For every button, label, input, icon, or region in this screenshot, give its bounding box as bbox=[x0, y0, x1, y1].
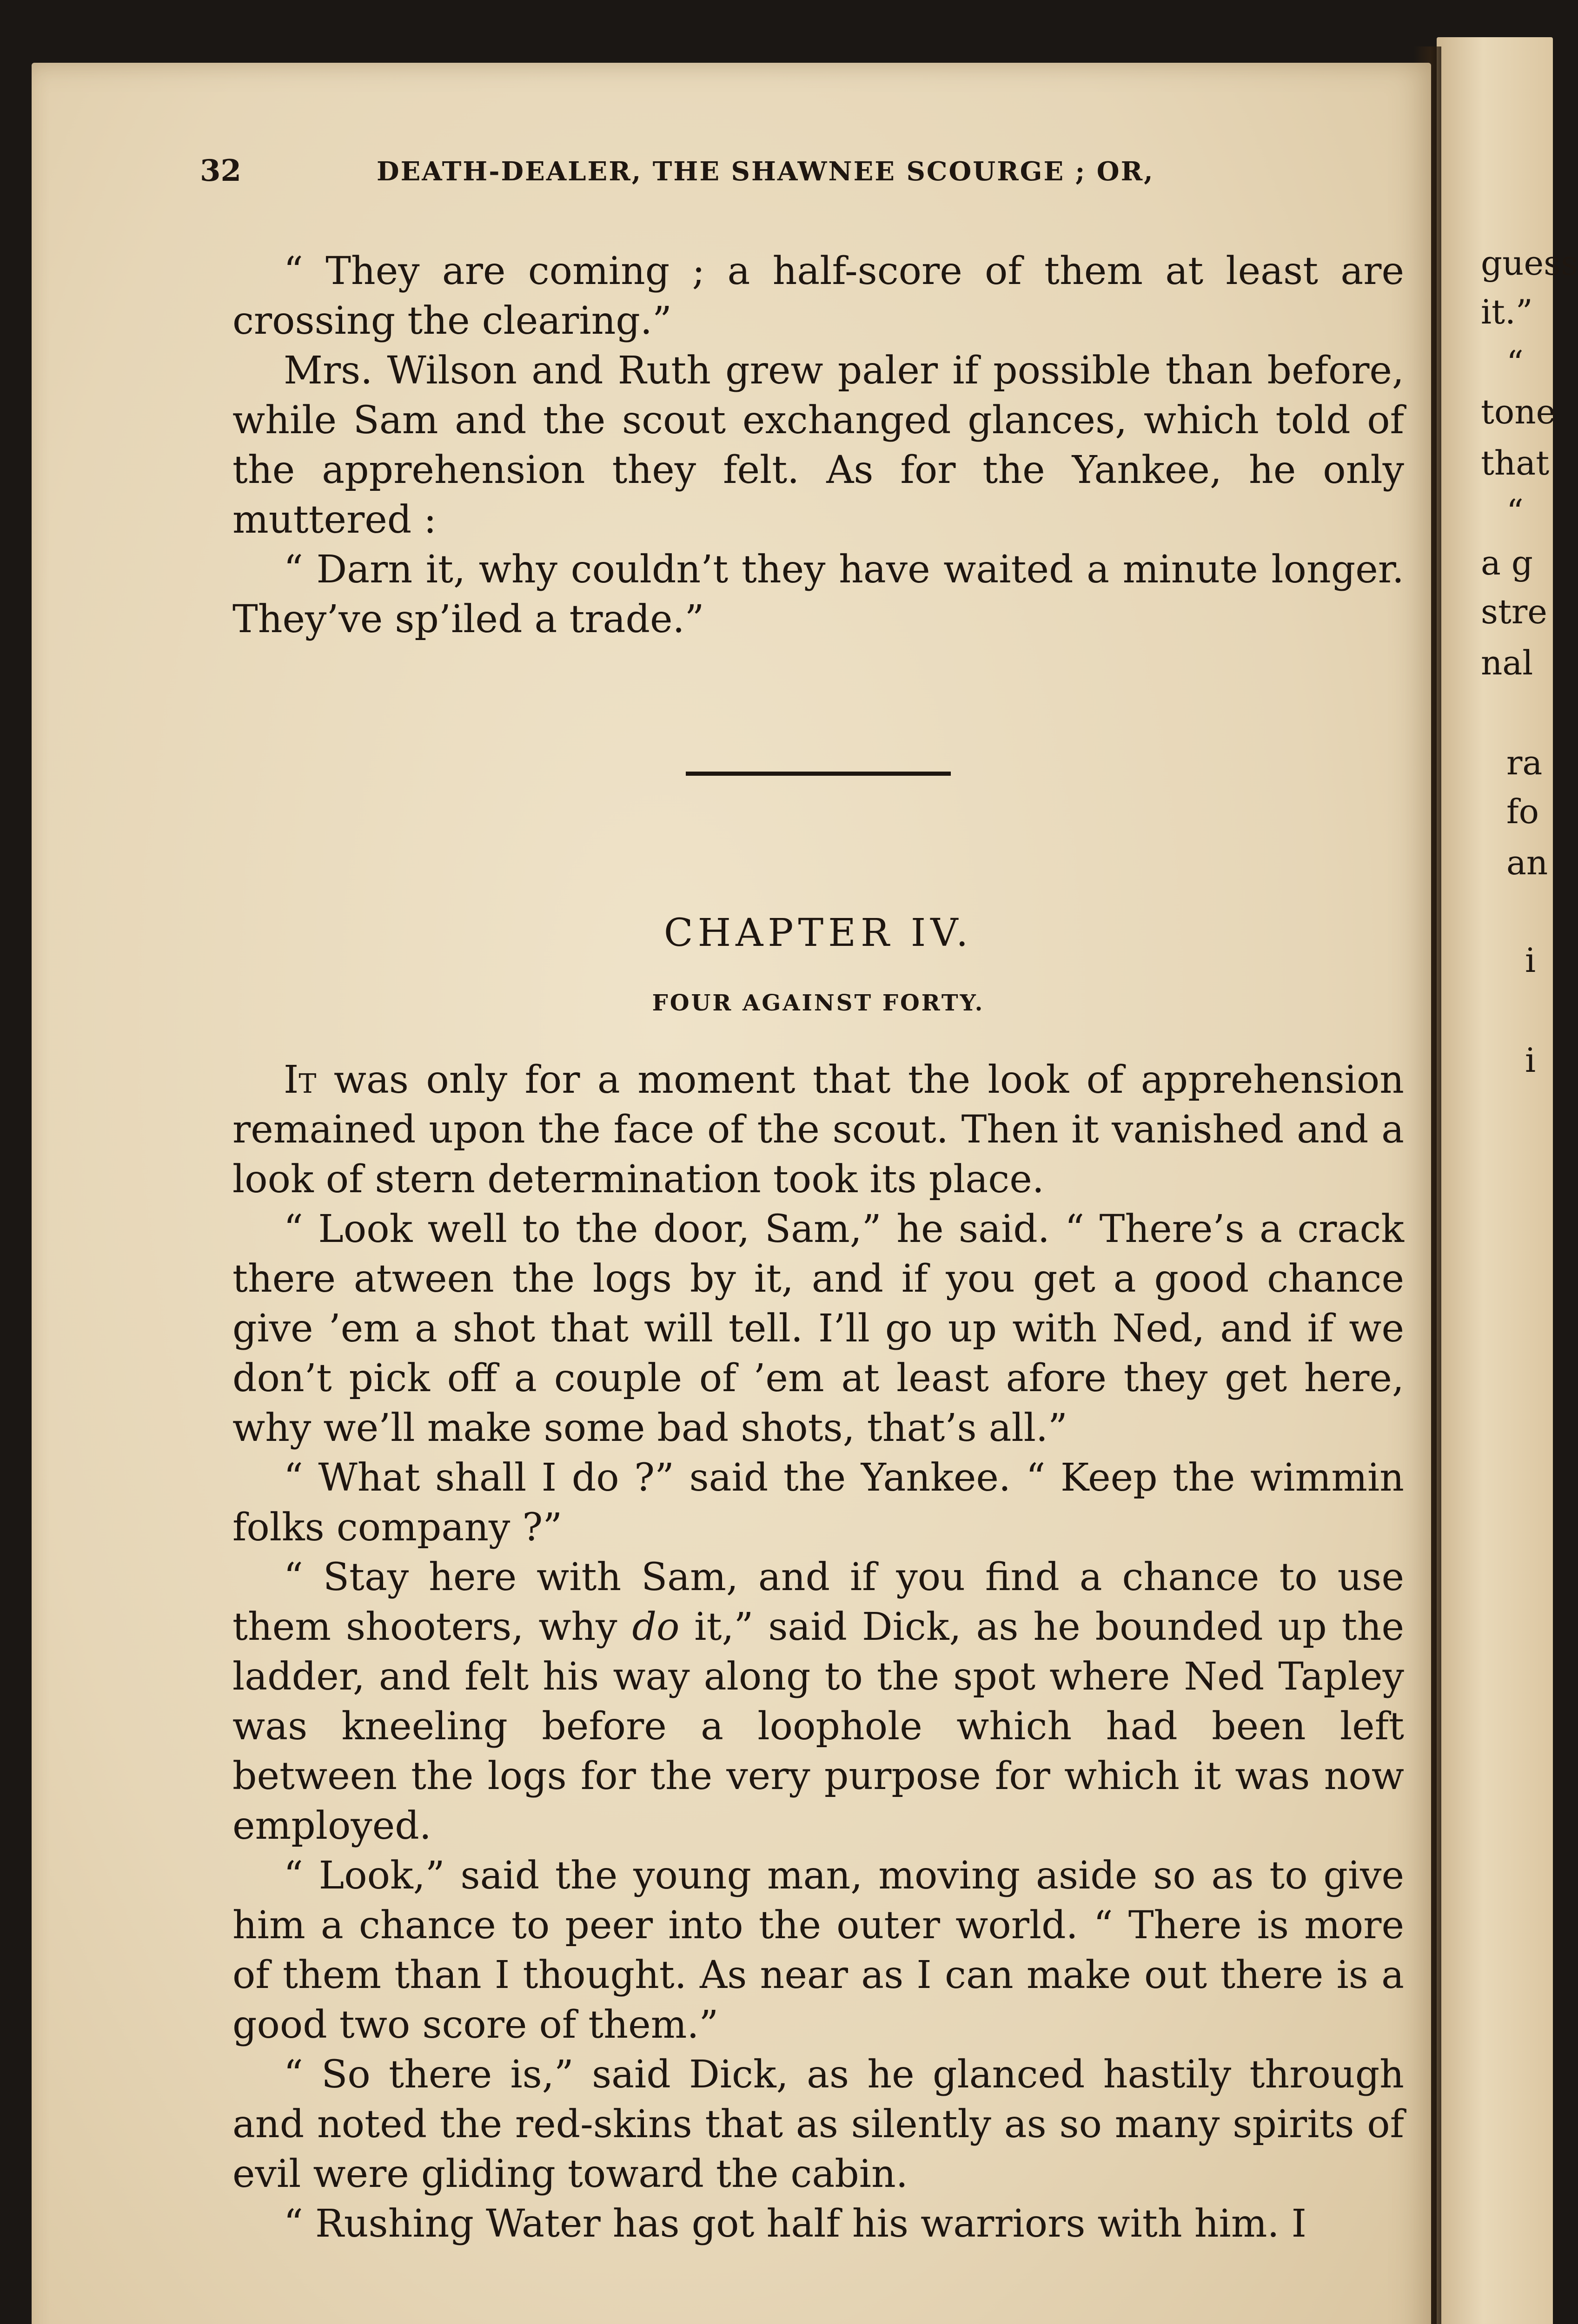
paragraph bbox=[232, 1552, 1404, 1851]
paragraph: “ So there is,” said Dick, as he glanced hastily through and noted the red-skins that as silently as so many spirits of evil were gliding toward the cabin. bbox=[232, 2053, 1404, 2196]
paragraph: “ They are coming ; a half-score of them at least are crossing the clearing.” bbox=[232, 249, 1404, 343]
facing-fragment: stre bbox=[1481, 592, 1547, 631]
facing-fragment: an bbox=[1506, 843, 1548, 882]
facing-fragment: fo bbox=[1506, 792, 1539, 831]
facing-fragment: that bbox=[1481, 443, 1550, 482]
paragraph: “ What shall I do ?” said the Yankee. “ Keep the wimmin folks company ?” bbox=[232, 1456, 1404, 1550]
opening-word: It bbox=[284, 1058, 317, 1102]
paragraph: “ Look well to the door, Sam,” he said. “ There’s a crack there atween the logs by it, and if you get a good chance give ’em a shot that will tell. I’ll go up with Ned, and if we don’t pick off a couple of ’em at least afore they get here, why we’ll make some bad shots, that’s all.” bbox=[232, 1207, 1404, 1450]
chapter-title: CHAPTER IV. bbox=[663, 911, 973, 955]
chapter-subtitle: FOUR AGAINST FORTY. bbox=[652, 990, 985, 1016]
emphasis: do bbox=[632, 1605, 680, 1649]
facing-fragment: i bbox=[1525, 941, 1536, 980]
running-title: DEATH-DEALER, THE SHAWNEE SCOURGE ; OR, bbox=[377, 156, 1154, 187]
facing-fragment: i bbox=[1525, 1041, 1536, 1080]
facing-fragment: tone bbox=[1481, 392, 1556, 431]
paragraph-text: it,” said Dick, as he bounded up the ladder, and felt his way along to the spot where Ned Tapley was kneeling before a loophole which had been left between the logs for the very purpose for which it was now employed. bbox=[232, 1605, 1404, 1848]
facing-fragment: it.” bbox=[1481, 292, 1533, 331]
body-text-bottom bbox=[232, 1055, 1404, 2249]
facing-fragment: a g bbox=[1481, 543, 1533, 582]
paragraph-text: was only for a moment that the look of apprehension remained upon the face of the scout. Then it vanished and a look of stern determination took its place. bbox=[232, 1058, 1404, 1202]
facing-fragment: “ bbox=[1506, 492, 1524, 531]
paragraph bbox=[232, 1055, 1404, 1204]
paragraph: “ Darn it, why couldn’t they have waited a minute longer. They’ve sp’iled a trade.” bbox=[232, 548, 1404, 641]
paragraph-text: “ Stay here with Sam, and if you find a chance to use them shooters, why bbox=[232, 1555, 1404, 1649]
page-number: 32 bbox=[200, 153, 242, 188]
facing-fragment: ra bbox=[1506, 743, 1543, 782]
facing-fragment: nal bbox=[1481, 643, 1533, 682]
chapter-divider-rule bbox=[686, 772, 951, 776]
running-head bbox=[200, 153, 1409, 195]
paragraph: Mrs. Wilson and Ruth grew paler if possible than before, while Sam and the scout exchanged glances, which told of the apprehension they felt. As for the Yankee, he only muttered : bbox=[232, 349, 1404, 542]
facing-fragment: guess bbox=[1481, 244, 1578, 283]
paragraph: “ Look,” said the young man, moving aside so as to give him a chance to peer into the outer world. “ There is more of them than I thought. As near as I can make out there is a good two score of them.” bbox=[232, 1854, 1404, 2047]
body-text-top bbox=[232, 246, 1404, 644]
facing-page bbox=[1437, 37, 1578, 2324]
facing-fragment: “ bbox=[1506, 343, 1524, 383]
paragraph: “ Rushing Water has got half his warriors with him. I bbox=[284, 2202, 1307, 2246]
